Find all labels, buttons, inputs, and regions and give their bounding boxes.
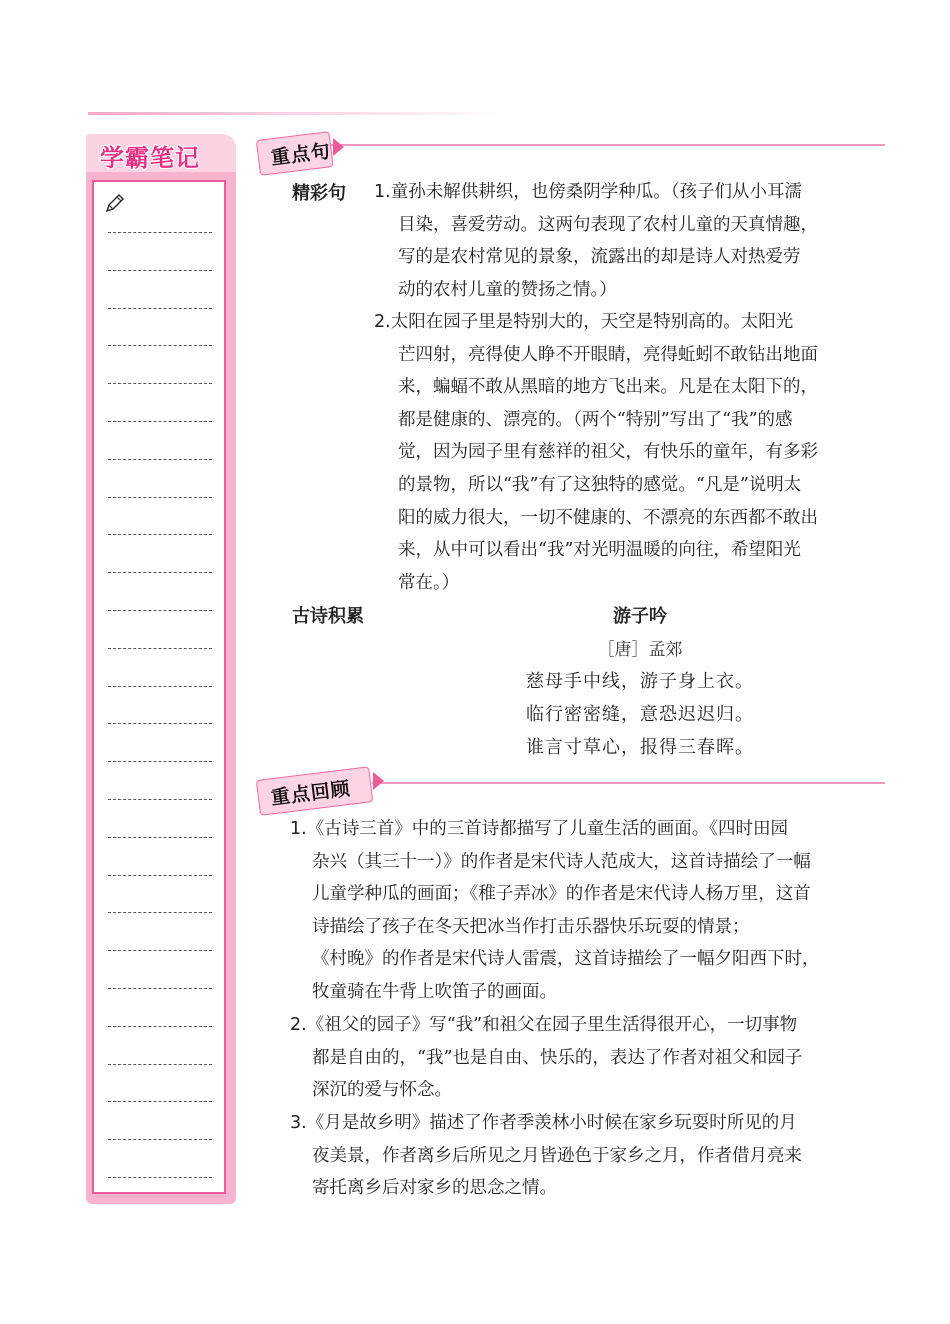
notes-area[interactable] [92, 180, 226, 1194]
sentence-1-line: 写的是农村常见的景象，流露出的却是诗人对热爱劳 [398, 247, 801, 268]
notes-dashed-line [108, 950, 212, 951]
review-3-line: 3.《月是故乡明》描述了作者季羡林小时候在家乡玩耍时所见的月 [290, 1113, 797, 1133]
notes-dashed-line [108, 383, 212, 384]
notes-dashed-line [108, 534, 212, 535]
notes-dashed-line [108, 837, 212, 838]
poem-line: 慈母手中线，游子身上衣。 [526, 671, 754, 692]
sentence-2-line: 芒四射，亮得使人睁不开眼睛，亮得蚯蚓不敢钻出地面 [398, 344, 818, 365]
review-1-line: 1.《古诗三首》中的三首诗都描写了儿童生活的画面。《四时田园 [290, 819, 788, 839]
section2-tag-text: 重点回顾 [269, 777, 352, 810]
notes-dashed-line [108, 1026, 212, 1027]
section2-rule [372, 782, 885, 784]
sentence-2-line: 的景物，所以“我”有了这独特的感觉。“凡是”说明太 [398, 474, 802, 495]
poem-line: 临行密密缝，意恐迟迟归。 [526, 704, 754, 725]
section1-tag [256, 131, 334, 176]
pencil-icon [104, 192, 126, 214]
poem-author: ［唐］孟郊 [597, 640, 683, 660]
notes-dashed-line [108, 421, 212, 422]
sentence-2-line: 来，蝙蝠不敢从黑暗的地方飞出来。凡是在太阳下的， [398, 377, 818, 398]
sentence-2-line: 来，从中可以看出“我”对光明温暖的向往，希望阳光 [398, 540, 801, 561]
section2-tag-arrow-icon [373, 772, 384, 790]
sentence-1-line: 动的农村儿童的赞扬之情。） [398, 279, 617, 300]
poem-title: 游子吟 [613, 606, 667, 627]
sentence-2-line: 阳的威力很大，一切不健康的、不漂亮的东西都不敢出 [398, 507, 818, 528]
notes-dashed-line [108, 1177, 212, 1178]
notes-dashed-line [108, 761, 212, 762]
section1-tag-arrow-icon [333, 138, 344, 156]
review-2-line: 都是自由的，“我”也是自由、快乐的，表达了作者对祖父和园子 [312, 1047, 803, 1068]
review-1-line: 《村晚》的作者是宋代诗人雷震，这首诗描绘了一幅夕阳西下时， [312, 949, 820, 970]
review-2-line: 深沉的爱与怀念。 [312, 1080, 452, 1101]
notes-dashed-line [108, 270, 212, 271]
notes-dashed-line [108, 799, 212, 800]
notes-dashed-line [108, 1064, 212, 1065]
notes-dashed-line [108, 572, 212, 573]
notes-sidebar [86, 134, 236, 1204]
sidebar-title-bar [86, 134, 236, 172]
section1-rule [330, 144, 885, 146]
notes-dashed-line [108, 308, 212, 309]
notes-dashed-line [108, 723, 212, 724]
sentence-1-line: 目染，喜爱劳动。这两句表现了农村儿童的天真情趣， [398, 214, 818, 235]
notes-dashed-line [108, 912, 212, 913]
label-sentence: 精彩句 [292, 183, 346, 204]
notes-dashed-line [108, 1101, 212, 1102]
notes-dashed-line [108, 875, 212, 876]
notes-dashed-line [108, 345, 212, 346]
sentence-1-line: 1.童孙未解供耕织，也傍桑阴学种瓜。（孩子们从小耳濡 [374, 182, 802, 202]
review-1-line: 诗描绘了孩子在冬天把冰当作打击乐器快乐玩耍的情景； [312, 916, 750, 937]
label-poem: 古诗积累 [292, 606, 364, 627]
notes-dashed-line [108, 497, 212, 498]
top-decor-rule [88, 112, 508, 115]
sentence-2-line: 2.太阳在园子里是特别大的，天空是特别高的。太阳光 [374, 312, 794, 332]
notes-dashed-line [108, 610, 212, 611]
notes-dashed-line [108, 1139, 212, 1140]
sentence-1 [374, 176, 886, 306]
notes-dashed-line [108, 648, 212, 649]
review-2 [290, 1009, 886, 1107]
sidebar-title: 学霸笔记 [100, 144, 200, 172]
review-1 [290, 813, 886, 1009]
review-3 [290, 1107, 886, 1205]
notes-dashed-line [108, 988, 212, 989]
section1-tag-text: 重点句 [269, 140, 333, 170]
notes-box [86, 172, 236, 1204]
notes-dashed-line [108, 686, 212, 687]
review-1-line: 儿童学种瓜的画面；《稚子弄冰》的作者是宋代诗人杨万里，这首 [312, 884, 811, 905]
poem-line: 谁言寸草心，报得三春晖。 [526, 737, 754, 758]
sentence-2-line: 常在。） [398, 572, 460, 593]
sentence-2 [374, 306, 886, 599]
review-3-line: 寄托离乡后对家乡的思念之情。 [312, 1178, 557, 1199]
sentence-2-line: 觉，因为园子里有慈祥的祖父，有快乐的童年，有多彩 [398, 442, 818, 463]
sentence-2-line: 都是健康的、漂亮的。（两个“特别”写出了“我”的感 [398, 409, 793, 430]
review-1-line: 杂兴（其三十一）》的作者是宋代诗人范成大，这首诗描绘了一幅 [312, 851, 811, 872]
section2-tag [256, 766, 374, 816]
review-3-line: 夜美景，作者离乡后所见之月皆逊色于家乡之月，作者借月亮来 [312, 1145, 802, 1166]
notes-dashed-line [108, 459, 212, 460]
review-2-line: 2.《祖父的园子》写“我”和祖父在园子里生活得很开心，一切事物 [290, 1015, 798, 1035]
notes-dashed-line [108, 232, 212, 233]
review-1-line: 牧童骑在牛背上吹笛子的画面。 [312, 981, 557, 1002]
